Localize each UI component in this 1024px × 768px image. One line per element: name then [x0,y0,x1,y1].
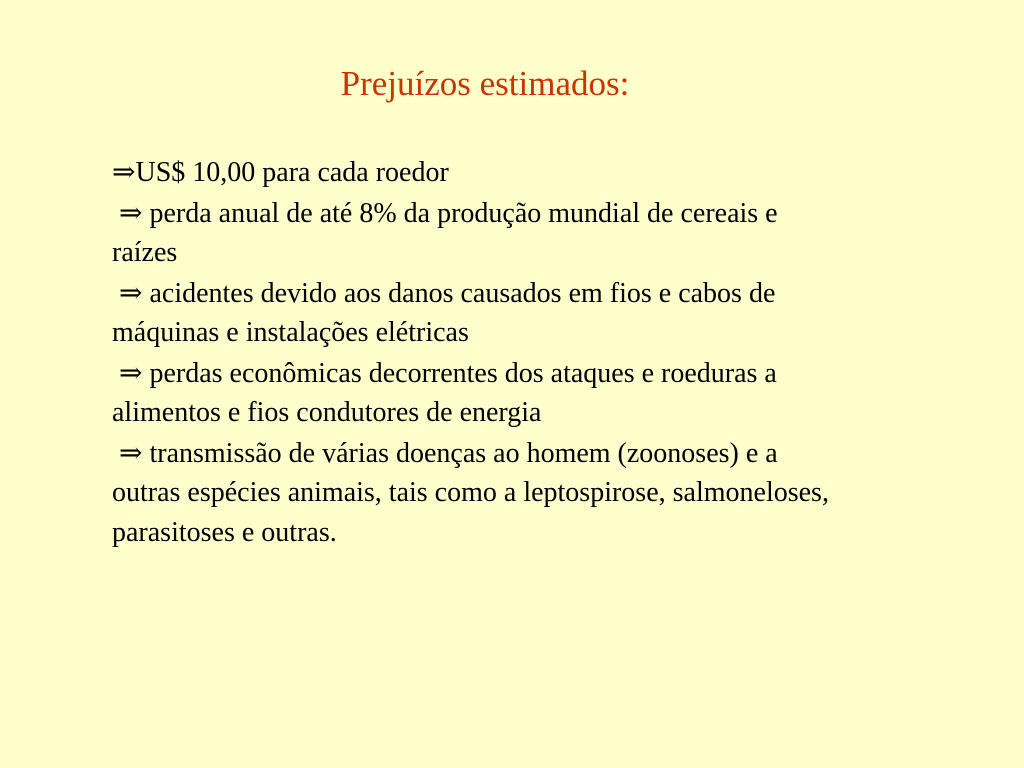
double-arrow-icon: ⇒ [119,195,143,229]
bullet-list [112,152,832,552]
bullet-item [112,273,832,353]
bullet-text: perda anual de até 8% da produção mundial de cereais e raízes [112,197,778,268]
bullet-item [112,353,832,433]
slide-title: Prejuízos estimados: [340,64,630,103]
double-arrow-icon: ⇒ [119,435,143,469]
bullet-text: transmissão de várias doenças ao homem (zoonoses) e a outras espécies animais, tais como a leptospirose, salmoneloses, parasitoses e outras. [112,437,829,548]
bullet-text: acidentes devido aos danos causados em fios e cabos de máquinas e instalações elétricas [112,277,776,348]
bullet-item [112,193,832,273]
bullet-item [112,152,832,193]
bullet-item [112,433,832,553]
double-arrow-icon: ⇒ [119,355,143,389]
bullet-text: US$ 10,00 para cada roedor [135,157,449,188]
double-arrow-icon: ⇒ [119,275,143,309]
bullet-text: perdas econômicas decorrentes dos ataques e roeduras a alimentos e fios condutores de energia [112,357,777,428]
double-arrow-icon: ⇒ [112,155,136,188]
